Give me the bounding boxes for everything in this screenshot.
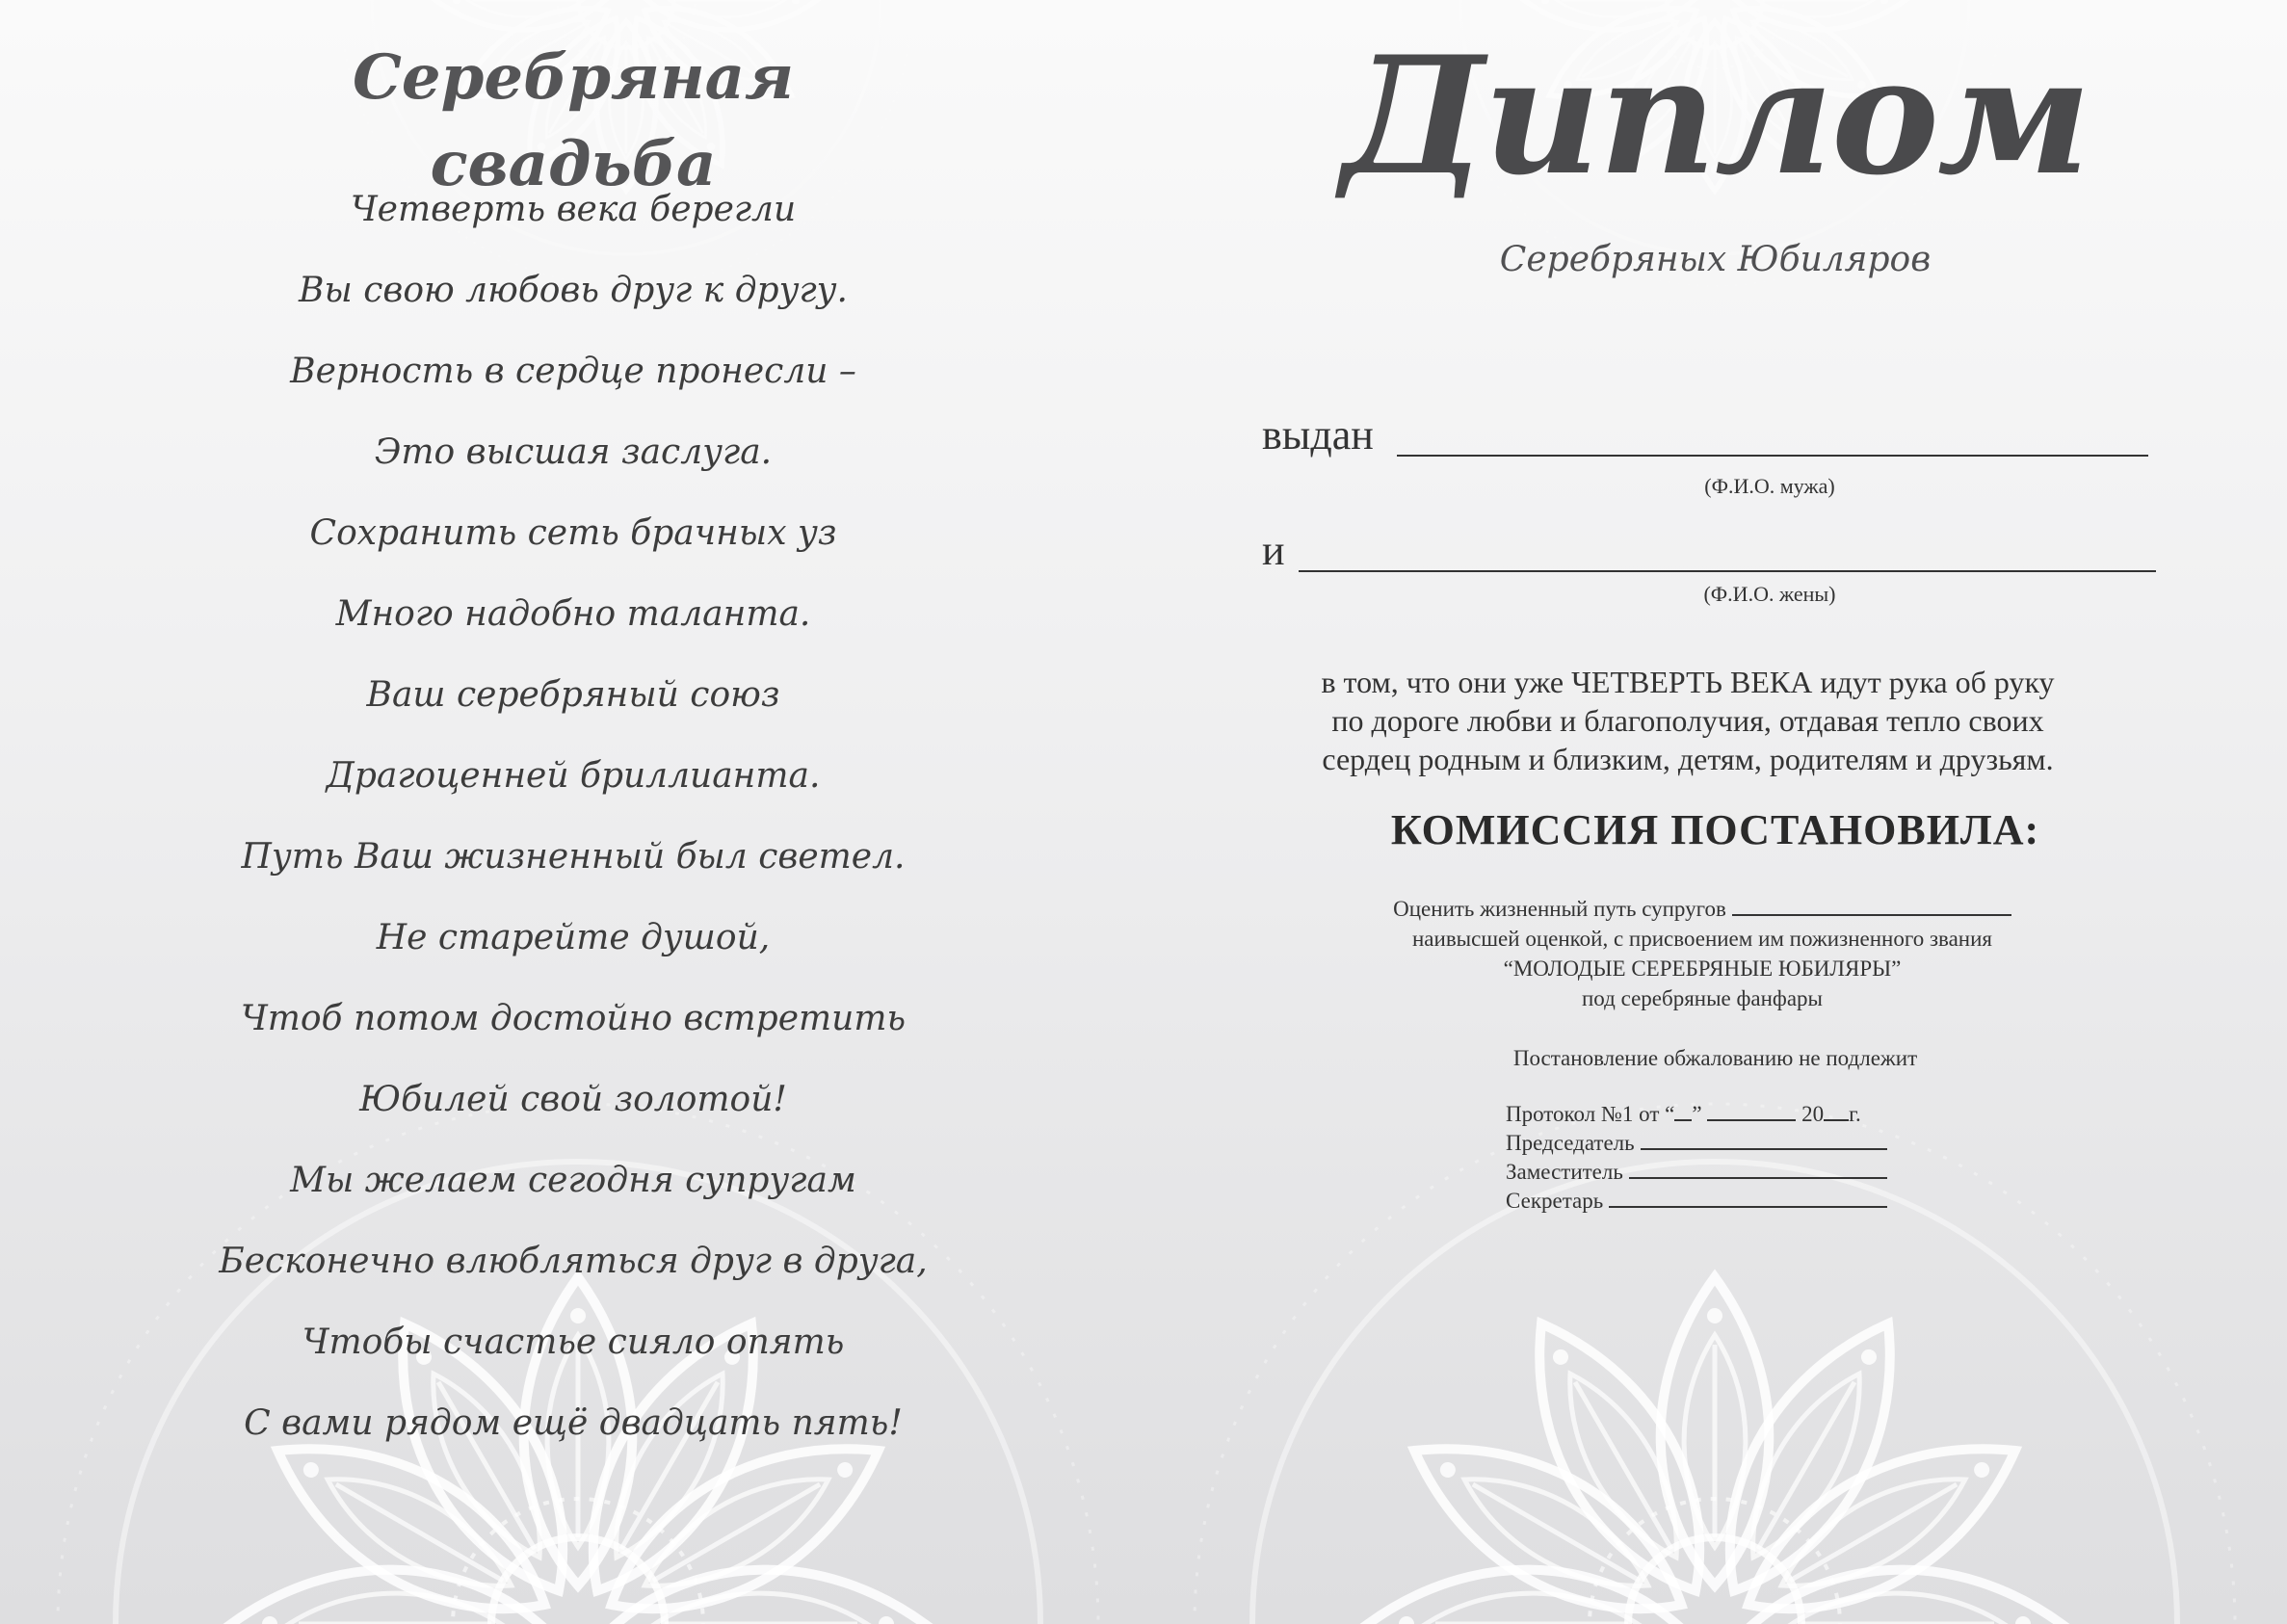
secretary-row [1506,1187,1887,1216]
and-label: и [1262,527,1285,574]
wife-name-hint: (Ф.И.О. жены) [1703,582,1836,606]
body-line: сердец родным и близким, детям, родителям и друзьям. [1322,742,2054,776]
poem-line: Драгоценней бриллианта. [326,756,821,796]
protocol-day-blank[interactable] [1674,1102,1692,1121]
poem-line: Мы желаем сегодня супругам [290,1161,856,1200]
poem-line: Ваш серебряный союз [366,675,780,715]
silver-wedding-title: Серебряная свадьба [352,41,795,200]
poem-line: Верность в сердце пронесли – [290,352,856,391]
spouses-blank-line[interactable] [1732,895,2011,916]
poem-line: Путь Ваш жизненный был светел. [241,837,906,877]
poem-line: Четверть века берегли [350,190,797,229]
chairman-label: Председатель [1506,1131,1635,1155]
secretary-signature-line[interactable] [1609,1189,1887,1208]
poem-line: Не старейте душой, [376,918,771,957]
protocol-year: 20 [1801,1102,1825,1126]
diploma-title: Диплом [1341,20,2090,211]
verdict-text: Оценить жизненный путь супругов [1393,897,1726,921]
chairman-row [1506,1129,1887,1158]
poem [193,170,954,1464]
commission-verdict [1336,894,2068,1013]
deputy-row [1506,1158,1887,1187]
deputy-label: Заместитель [1506,1160,1623,1184]
protocol-row [1506,1100,1930,1129]
diploma-subtitle: Серебряных Юбиляров [1499,240,1932,279]
secretary-label: Секретарь [1506,1189,1604,1213]
diploma-body-text [1211,663,2165,778]
poem-line: Чтобы счастье сияло опять [302,1323,845,1362]
appeal-note: Постановление обжалованию не подлежит [1512,1046,1918,1070]
commission-heading: КОМИССИЯ ПОСТАНОВИЛА: [1390,806,2040,853]
body-line: в том, что они уже ЧЕТВЕРТЬ ВЕКА идут рука об руку [1321,665,2055,699]
poem-line: Много надобно таланта. [335,594,811,634]
poem-line: Юбилей свой золотой! [359,1080,787,1119]
verdict-line-3: “МОЛОДЫЕ СЕРЕБРЯНЫЕ ЮБИЛЯРЫ” [1503,956,1902,981]
husband-name-line[interactable] [1397,455,2148,457]
wife-name-row [1262,520,2225,578]
protocol-year-blank[interactable] [1824,1102,1849,1121]
protocol-month-blank[interactable] [1707,1102,1796,1121]
verdict-line-2: наивысшей оценкой, с присвоением им пожизненного звания [1412,927,1992,951]
deputy-signature-line[interactable] [1629,1160,1887,1179]
chairman-signature-line[interactable] [1641,1131,1887,1150]
poem-line: Это высшая заслуга. [374,432,773,472]
diploma-page [1144,0,2287,1624]
poem-line: Сохранить сеть брачных уз [309,513,837,553]
body-line: по дороге любви и благополучия, отдавая тепло своих [1331,703,2044,738]
poem-line: Бесконечно влюбляться друг в друга, [219,1242,928,1281]
protocol-prefix: Протокол №1 от “ [1506,1102,1675,1126]
poem-line: Вы свою любовь друг к другу. [299,271,848,310]
issued-label: выдан [1262,411,1374,458]
protocol-mid: ” [1692,1102,1702,1126]
signature-block [1506,1100,1930,1216]
verdict-line-4: под серебряные фанфары [1582,986,1823,1010]
verdict-line-1 [1336,894,2068,924]
poem-line: С вами рядом ещё двадцать пять! [244,1403,903,1443]
husband-name-row [1262,405,2225,462]
wife-name-line[interactable] [1299,570,2156,572]
husband-name-hint: (Ф.И.О. мужа) [1704,474,1835,498]
protocol-suffix: г. [1849,1102,1861,1126]
poem-line: Чтоб потом достойно встретить [240,999,907,1038]
